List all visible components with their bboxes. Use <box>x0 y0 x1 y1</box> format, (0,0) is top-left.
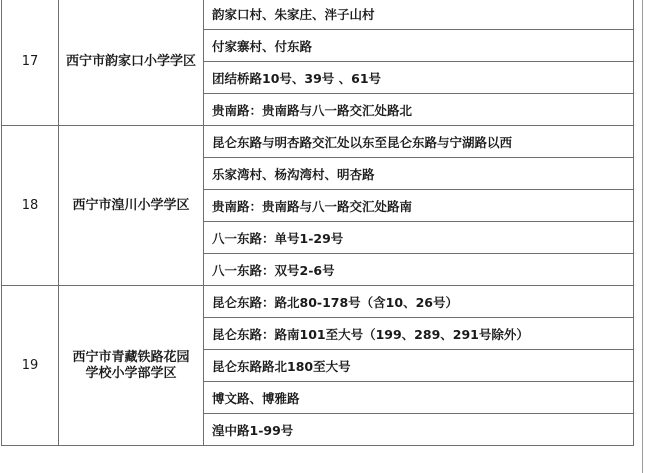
district-name <box>59 286 204 446</box>
row-number: 19 <box>2 286 59 446</box>
district-name <box>59 126 204 286</box>
street-range-cell: 贵南路：贵南路与八一路交汇处路南 <box>204 190 634 222</box>
street-range-cell: 韵家口村、朱家庄、泮子山村 <box>204 0 634 30</box>
row-number: 17 <box>2 0 59 126</box>
street-range-cell: 团结桥路10号、39号 、61号 <box>204 62 634 94</box>
street-range-cell: 贵南路：贵南路与八一路交汇处路北 <box>204 94 634 126</box>
table-row <box>2 0 634 30</box>
street-range-cell: 乐家湾村、杨沟湾村、明杏路 <box>204 158 634 190</box>
table-row <box>2 286 634 318</box>
street-range-cell: 昆仑东路路北180至大号 <box>204 350 634 382</box>
page-edge-divider <box>642 0 643 473</box>
street-range-cell: 昆仑东路：路北80-178号（含10、26号） <box>204 286 634 318</box>
street-range-cell: 湟中路1-99号 <box>204 414 634 446</box>
street-range-cell: 付家寨村、付东路 <box>204 30 634 62</box>
district-name <box>59 0 204 126</box>
street-range-cell: 博文路、博雅路 <box>204 382 634 414</box>
street-range-cell: 昆仑东路与明杏路交汇处以东至昆仑东路与宁湖路以西 <box>204 126 634 158</box>
street-range-cell: 八一东路：双号2-6号 <box>204 254 634 286</box>
district-name-line: 西宁市湟川小学学区 <box>72 197 190 213</box>
district-name-line: 西宁市韵家口小学学区 <box>65 53 196 69</box>
school-district-table <box>1 0 634 446</box>
table-row <box>2 126 634 158</box>
street-range-cell: 昆仑东路：路南101至大号（199、289、291号除外） <box>204 318 634 350</box>
row-number: 18 <box>2 126 59 286</box>
district-name-line: 西宁市青藏铁路花园 <box>72 349 190 365</box>
district-name-line: 学校小学部学区 <box>85 365 177 381</box>
street-range-cell: 八一东路：单号1-29号 <box>204 222 634 254</box>
